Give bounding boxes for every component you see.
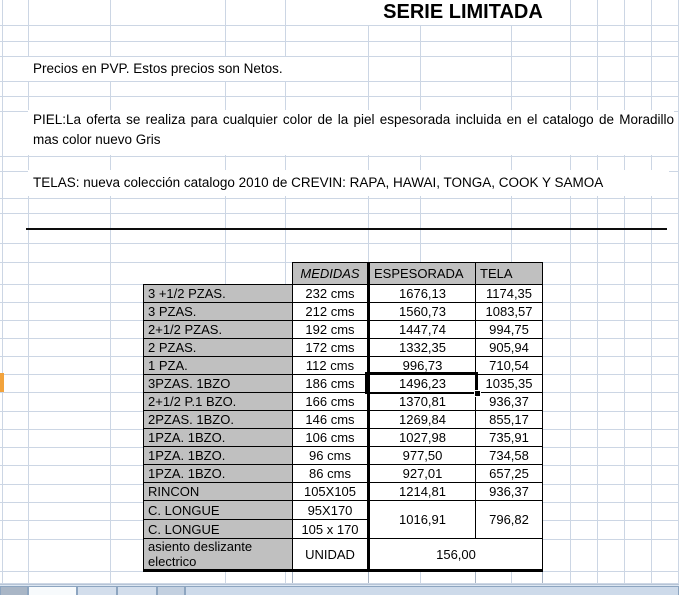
table-cell-tela[interactable]: 855,17 <box>476 411 543 429</box>
table-cell-espesorada[interactable]: 1560,73 <box>369 303 476 321</box>
table-cell-tela[interactable]: 657,25 <box>476 465 543 483</box>
table-cell-medidas[interactable]: 105 x 170 <box>293 520 369 539</box>
table-cell-tela[interactable]: 735,91 <box>476 429 543 447</box>
sheet-tabs-strip <box>0 584 679 595</box>
table-cell-producto[interactable]: 1PZA. 1BZO. <box>144 429 293 447</box>
table-cell-medidas[interactable]: UNIDAD <box>293 539 369 571</box>
table-cell-espesorada[interactable]: 1332,35 <box>369 339 476 357</box>
gridline-v <box>368 571 369 583</box>
table-cell-producto[interactable]: 3PZAS. 1BZO <box>144 375 293 393</box>
fill-handle[interactable] <box>474 390 481 397</box>
column-header-espesorada[interactable]: ESPESORADA <box>369 263 476 285</box>
table-cell-medidas[interactable]: 146 cms <box>293 411 369 429</box>
sheet-tab[interactable] <box>77 586 117 595</box>
table-cell-medidas[interactable]: 96 cms <box>293 447 369 465</box>
table-cell-tela[interactable]: 1035,35 <box>476 375 543 393</box>
table-cell-espesorada[interactable]: 1269,84 <box>369 411 476 429</box>
table-cell-medidas[interactable]: 106 cms <box>293 429 369 447</box>
table-cell-tela[interactable]: 796,82 <box>476 501 543 539</box>
column-header-tela[interactable]: TELA <box>476 263 543 285</box>
gridline-h <box>0 81 679 82</box>
table-cell-tela[interactable]: 1174,35 <box>476 285 543 303</box>
table-cell-medidas[interactable]: 95X170 <box>293 501 369 520</box>
table-cell-producto[interactable]: 1 PZA. <box>144 357 293 375</box>
horizontal-scrollbar[interactable] <box>185 586 679 595</box>
table-cell-espesorada[interactable]: 927,01 <box>369 465 476 483</box>
gridline-h <box>0 25 679 26</box>
table-cell-producto[interactable]: 3 PZAS. <box>144 303 293 321</box>
gridline-v <box>475 571 476 583</box>
table-cell-tela[interactable]: 905,94 <box>476 339 543 357</box>
section-divider-rule <box>26 228 667 230</box>
table-cell-espesorada[interactable]: 1447,74 <box>369 321 476 339</box>
table-cell-producto[interactable]: 3 +1/2 PZAS. <box>144 285 293 303</box>
table-cell-producto[interactable]: C. LONGUE <box>144 501 293 520</box>
table-cell-medidas[interactable]: 105X105 <box>293 483 369 501</box>
gridline-v <box>28 0 29 584</box>
gridline-v <box>651 0 652 584</box>
table-cell-producto[interactable]: 1PZA. 1BZO. <box>144 447 293 465</box>
gridline-h <box>0 96 679 97</box>
gridline-v <box>2 0 3 584</box>
table-cell-tela[interactable]: 734,58 <box>476 447 543 465</box>
table-cell-medidas[interactable]: 232 cms <box>293 285 369 303</box>
table-cell-medidas[interactable]: 186 cms <box>293 375 369 393</box>
table-cell-espesorada[interactable]: 1214,81 <box>369 483 476 501</box>
table-cell-espesorada[interactable]: 1676,13 <box>369 285 476 303</box>
gridline-h <box>0 243 679 244</box>
table-cell-producto[interactable]: 2PZAS. 1BZO. <box>144 411 293 429</box>
table-cell-espesorada[interactable]: 1370,81 <box>369 393 476 411</box>
table-cell-tela[interactable]: 710,54 <box>476 357 543 375</box>
table-corner-cell <box>144 263 293 285</box>
table-cell-medidas[interactable]: 112 cms <box>293 357 369 375</box>
sheet-tab[interactable] <box>157 586 185 595</box>
table-cell-espesorada[interactable]: 996,73 <box>369 357 476 375</box>
note-precios: Precios en PVP. Estos precios son Netos. <box>28 57 363 81</box>
table-cell-producto[interactable]: 1PZA. 1BZO. <box>144 465 293 483</box>
table-cell-producto[interactable]: 2+1/2 PZAS. <box>144 321 293 339</box>
table-cell-medidas[interactable]: 172 cms <box>293 339 369 357</box>
note-piel: PIEL:La oferta se realiza para cualquier color de la piel espesorada incluida en el catalogo de Moradillo mas color nuevo Gris <box>28 110 674 155</box>
table-cell-producto[interactable]: RINCON <box>144 483 293 501</box>
sheet-tab[interactable] <box>28 586 77 595</box>
gridline-h <box>0 198 679 199</box>
table-cell-medidas[interactable]: 86 cms <box>293 465 369 483</box>
tab-scroll-area[interactable] <box>0 586 28 595</box>
gridline-v <box>597 0 598 584</box>
table-cell-tela[interactable]: 936,37 <box>476 393 543 411</box>
table-cell-medidas[interactable]: 166 cms <box>293 393 369 411</box>
gridline-h <box>0 41 679 42</box>
gridline-v <box>624 0 625 584</box>
column-header-medidas[interactable]: MEDIDAS <box>293 263 369 285</box>
table-cell-medidas[interactable]: 212 cms <box>293 303 369 321</box>
gridline-h <box>0 156 679 157</box>
table-cell-espesorada[interactable]: 156,00 <box>369 539 543 571</box>
table-cell-medidas[interactable]: 192 cms <box>293 321 369 339</box>
gridline-v <box>292 571 293 583</box>
note-telas: TELAS: nueva colección catalogo 2010 de CREVIN: RAPA, HAWAI, TONGA, COOK Y SAMOA <box>28 170 669 196</box>
page-title: SERIE LIMITADA <box>356 0 570 25</box>
table-cell-producto[interactable]: asiento deslizante electrico <box>144 539 293 571</box>
gridline-v <box>570 0 571 584</box>
table-cell-producto[interactable]: C. LONGUE <box>144 520 293 539</box>
table-cell-tela[interactable]: 936,37 <box>476 483 543 501</box>
table-cell-producto[interactable]: 2+1/2 P.1 BZO. <box>144 393 293 411</box>
table-cell-tela[interactable]: 1083,57 <box>476 303 543 321</box>
selected-row-indicator <box>0 373 4 392</box>
gridline-v <box>110 0 111 584</box>
gridline-v <box>542 571 543 583</box>
selected-cell-border <box>365 372 478 394</box>
table-cell-espesorada[interactable]: 1016,91 <box>369 501 476 539</box>
table-cell-producto[interactable]: 2 PZAS. <box>144 339 293 357</box>
table-cell-espesorada[interactable]: 977,50 <box>369 447 476 465</box>
table-cell-tela[interactable]: 994,75 <box>476 321 543 339</box>
table-cell-espesorada[interactable]: 1027,98 <box>369 429 476 447</box>
table-cell-espesorada[interactable]: 1496,23 <box>369 375 476 393</box>
price-table <box>143 262 543 572</box>
sheet-tab[interactable] <box>117 586 157 595</box>
gridline-h <box>0 213 679 214</box>
